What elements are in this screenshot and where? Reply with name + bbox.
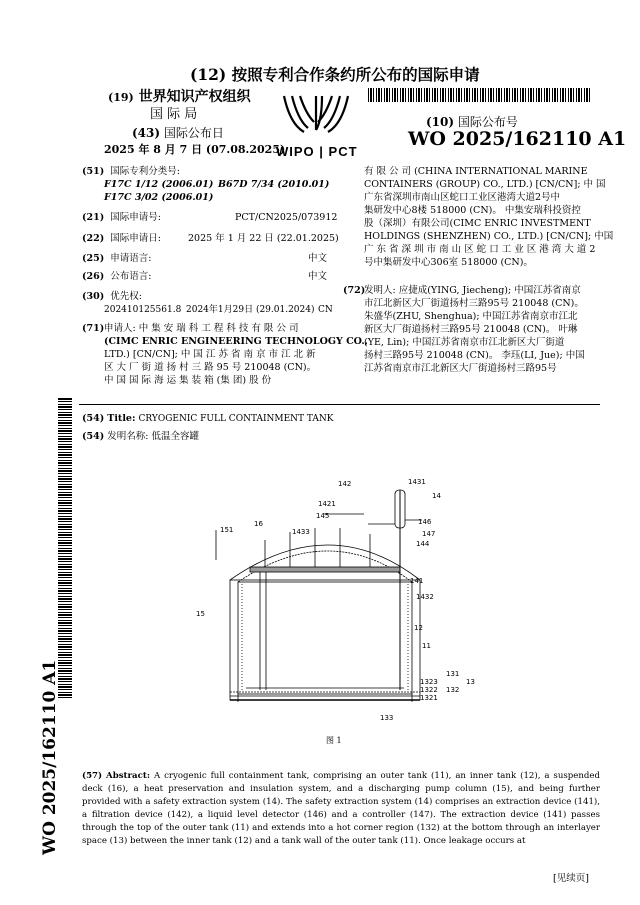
label-151: 151 bbox=[220, 526, 234, 534]
document-title bbox=[190, 63, 480, 85]
applicant-cont-line: 号中集研发中心306室 518000 (CN)。 bbox=[364, 257, 533, 268]
applicant-line: 中 国 国 际 海 运 集 装 箱 (集 团) 股 份 bbox=[104, 375, 272, 386]
label-147: 147 bbox=[422, 530, 436, 538]
inventor-line: 江苏省南京市江北新区大厂街道扬村三路95号 bbox=[364, 363, 557, 374]
inventor-line: 新区大厂街道扬村三路95号 210048 (CN)。 叶琳 bbox=[364, 324, 578, 335]
ipc-label: (51) 国际专利分类号: bbox=[82, 166, 180, 177]
label-144: 144 bbox=[416, 540, 430, 548]
org-name: (19) 世界知识产权组织 bbox=[108, 89, 251, 105]
applicant-block bbox=[104, 322, 368, 387]
ipc-1: F17C 1/12 (2006.01) bbox=[104, 179, 214, 190]
label-13: 13 bbox=[466, 678, 475, 686]
inventor-line: 发明人: 应捷成(YING, Jiecheng); 中国江苏省南京 bbox=[364, 285, 581, 296]
title-number: (12) bbox=[190, 65, 227, 84]
inventor-line: 扬村三路95号 210048 (CN)。 李珏(LI, Jue); 中国 bbox=[364, 350, 585, 361]
label-131: 131 bbox=[446, 670, 460, 678]
applicant-line: 区 大 厂 街 道 扬 村 三 路 95 号 210048 (CN)。 bbox=[104, 362, 317, 373]
wipo-pct-text: WIPO | PCT bbox=[276, 144, 358, 159]
outer-tank-wall bbox=[230, 580, 420, 700]
label-141: 141 bbox=[410, 577, 424, 585]
label-1321: 1321 bbox=[420, 694, 438, 702]
label-15: 15 bbox=[196, 610, 205, 618]
applicant-cont-line: CONTAINERS (GROUP) CO., LTD.) [CN/CN]; 中 国 bbox=[364, 179, 606, 190]
applicant-cont-line: 广东省深圳市南山区蛇口工业区港湾大道2号中 bbox=[364, 192, 561, 203]
applicant-line: LTD.) [CN/CN]; 中 国 江 苏 省 南 京 市 江 北 新 bbox=[104, 349, 316, 360]
inventor-line: 市江北新区大厂街道扬村三路95号 210048 (CN)。 bbox=[364, 298, 584, 309]
priority-label: (30) 优先权: bbox=[82, 291, 142, 302]
applicant-line: 申请人: 中 集 安 瑞 科 工 程 科 技 有 限 公 司 bbox=[104, 323, 299, 334]
pubno-label: (10) 国际公布号 bbox=[426, 115, 518, 129]
applicant-cont-line: 集研发中心8楼 518000 (CN)。 中集安瑞科投资控 bbox=[364, 205, 581, 216]
filelang-label: (25) 申请语言: bbox=[82, 253, 152, 264]
label-1432: 1432 bbox=[416, 593, 434, 601]
label-16: 16 bbox=[254, 520, 263, 528]
inner-dome bbox=[238, 551, 412, 582]
applicant-cont-line: HOLDINGS (SHENZHEN) CO., LTD.) [CN/CN]; 中国 bbox=[364, 231, 614, 242]
inventor-line: 朱盛华(ZHU, Shenghua); 中国江苏省南京市江北 bbox=[364, 311, 578, 322]
label-1323: 1323 bbox=[420, 678, 438, 686]
priority-date: 2024年1月29日 (29.01.2024) bbox=[186, 305, 315, 315]
appdate-label: (22) 国际申请日: bbox=[82, 233, 161, 244]
appno-label: (21) 国际申请号: bbox=[82, 212, 161, 223]
publang-label: (26) 公布语言: bbox=[82, 271, 152, 282]
wipo-logo bbox=[276, 90, 358, 159]
pubdate-value: 2025 年 8 月 7 日 (07.08.2025) bbox=[104, 143, 286, 156]
title-cn: (54) 发明名称: 低温全容罐 bbox=[82, 431, 199, 442]
label-146: 146 bbox=[418, 518, 432, 526]
appno-value: PCT/CN2025/073912 bbox=[235, 212, 338, 223]
publang-value: 中文 bbox=[308, 271, 328, 282]
appdate-value: 2025 年 1 月 22 日 (22.01.2025) bbox=[188, 233, 339, 244]
title-en: (54) Title: CRYOGENIC FULL CONTAINMENT TANK bbox=[82, 413, 334, 424]
tank-diagram bbox=[170, 470, 500, 730]
label-145: 145 bbox=[316, 512, 330, 520]
inventor-block bbox=[364, 284, 600, 375]
side-publication-number: WO 2025/162110 A1 bbox=[40, 659, 60, 855]
inventor-number: (72) bbox=[343, 285, 366, 296]
outer-dome bbox=[230, 545, 420, 580]
applicant-number: (71) bbox=[82, 323, 105, 334]
label-14: 14 bbox=[432, 492, 441, 500]
priority-country: CN bbox=[318, 305, 333, 315]
applicant-line: (CIMC ENRIC ENGINEERING TECHNOLOGY CO., bbox=[104, 336, 368, 347]
wipo-emblem-icon bbox=[276, 90, 356, 138]
label-142: 142 bbox=[338, 480, 352, 488]
label-1433: 1433 bbox=[292, 528, 310, 536]
ipc-2: B67D 7/34 (2010.01) bbox=[218, 179, 330, 190]
org-subname: 国 际 局 bbox=[150, 107, 198, 122]
filelang-value: 中文 bbox=[308, 253, 328, 264]
section-divider bbox=[79, 404, 600, 405]
suspended-deck bbox=[250, 567, 400, 572]
pubno-value: WO 2025/162110 A1 bbox=[408, 128, 627, 150]
inventor-line: (YE, Lin); 中国江苏省南京市江北新区大厂街道 bbox=[364, 337, 565, 348]
applicant-cont-line: 广 东 省 深 圳 市 南 山 区 蛇 口 工 业 区 港 湾 大 道 2 bbox=[364, 244, 596, 255]
abstract: (57) Abstract: A cryogenic full containment tank, comprising an outer tank (11), an inner tank (12), a suspended deck (16), a heat preservation and insulation system, and a discharging pump column (15), and being further provided with a safety extraction system (14). The safety extraction system (14) comprises an extraction device (141), a filtration device (142), a liquid level detector (146) and a controller (147). The extraction device (141) passes through the top of the outer tank (11) and extends into a hot corner region (132) at the bottom through an interlayer space (13) between the inner tank (12) and a tank wall of the outer tank (11). Once leakage occurs at bbox=[82, 771, 601, 846]
abstract-text: A cryogenic full containment tank, comprising an outer tank (11), an inner tank (12), a suspended deck (16), a heat preservation and insulation system, and a discharging pump column (15), and being further provided with a safety extraction system (14). The safety extraction system (14) comprises an extraction device (141), a filtration device (142), a liquid level detector (146) and a controller (147). The extraction device (141) passes through the top of the outer tank (11) and extends into a hot corner region (132) at the bottom through an interlayer space (13) between the inner tank (12) and a tank wall of the outer tank (11). Once leakage occurs at bbox=[82, 771, 601, 846]
title-text: 按照专利合作条约所公布的国际申请 bbox=[231, 65, 480, 84]
label-1431: 1431 bbox=[408, 478, 426, 486]
label-1421: 1421 bbox=[318, 500, 336, 508]
ipc-3: F17C 3/02 (2006.01) bbox=[104, 192, 214, 203]
label-11: 11 bbox=[422, 642, 431, 650]
label-1322: 1322 bbox=[420, 686, 438, 694]
label-132: 132 bbox=[446, 686, 460, 694]
applicant-cont-line: 有 限 公 司 (CHINA INTERNATIONAL MARINE bbox=[364, 166, 588, 177]
label-12: 12 bbox=[414, 624, 423, 632]
pubdate-label: (43) 国际公布日 bbox=[132, 126, 224, 140]
figure-1 bbox=[170, 470, 500, 740]
continued-note: [见续页] bbox=[553, 873, 589, 884]
label-133: 133 bbox=[380, 714, 394, 722]
barcode-top bbox=[368, 88, 590, 102]
applicant-cont-line: 股（深圳）有限公司(CIMC ENRIC INVESTMENT bbox=[364, 218, 591, 229]
figure-caption: 图 1 bbox=[326, 736, 342, 745]
applicant-continued-block bbox=[364, 165, 614, 269]
inner-tank-wall bbox=[238, 582, 412, 694]
barcode-side bbox=[58, 398, 72, 698]
priority-no: 202410125561.8 bbox=[104, 305, 182, 315]
